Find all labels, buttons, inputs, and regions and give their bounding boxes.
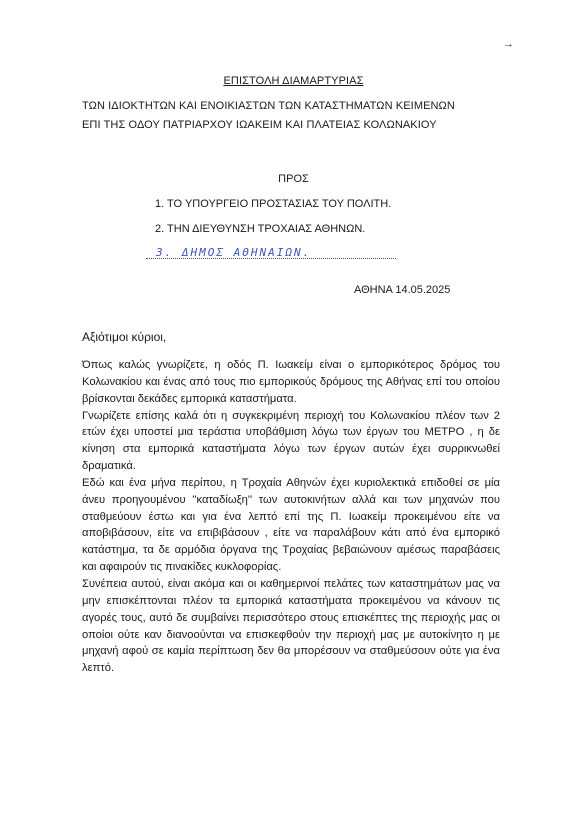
recipient-1: 1. ΤΟ ΥΠΟΥΡΓΕΙΟ ΠΡΟΣΤΑΣΙΑΣ ΤΟΥ ΠΟΛΙΤΗ. bbox=[155, 198, 392, 210]
paragraph-2: Γνωρίζετε επίσης καλά ότι η συγκεκριμένη περιοχή του Κολωνακίου πλέον των 2 ετών έχει υποστεί μια τεράστια υποβάθμιση λόγω των έργων του ΜΕΤΡΟ , η δε κίνηση στα εμπορικά καταστήματα λόγω των έργων αυτών έχει συρρικνωθεί δραματικά. bbox=[82, 409, 500, 473]
to-label: ΠΡΟΣ bbox=[278, 173, 309, 185]
paragraph-3: Εδώ και ένα μήνα περίπου, η Τροχαία Αθηνών έχει κυριολεκτικά επιδοθεί σε μία άνευ προηγουμένου ''καταδίωξη'' των αυτοκινήτων αλλά και των μηχανών που σταθμεύουν έστω και για ένα λεπτό επί της Π. Ιωακείμ προκειμένου είτε να αποβιβάσουν, είτε να επιβιβάσουν , είτε να παραλάβουν κάτι από ένα εμπορικό κατάστημα, τα δε αρμόδια όργανα της Τροχαίας βεβαιώνουν αμέσως παραβάσεις και αφαιρούν τις πινακίδες κυκλοφορίας. bbox=[82, 476, 500, 574]
corner-mark: → bbox=[503, 38, 514, 50]
letter-body bbox=[82, 357, 500, 677]
handwritten-underline bbox=[146, 258, 396, 259]
greeting: Αξιότιμοι κύριοι, bbox=[82, 330, 167, 344]
subtitle-line-2: ΕΠΙ ΤΗΣ ΟΔΟΥ ΠΑΤΡΙΑΡΧΟΥ ΙΩΑΚΕΙΜ ΚΑΙ ΠΛΑΤΕΙΑΣ ΚΟΛΩΝΑΚΙΟΥ bbox=[82, 119, 437, 131]
place-date: ΑΘΗΝΑ 14.05.2025 bbox=[354, 284, 451, 296]
paragraph-1: Όπως καλώς γνωρίζετε, η οδός Π. Ιωακείμ είναι ο εμπορικότερος δρόμος του Κολωνακίου και ένας από τους πιο εμπορικούς δρόμους της Αθήνας επί του οποίου βρίσκονται δεκάδες εμπορικά καταστήματα. bbox=[82, 359, 500, 405]
subtitle-line-1: ΤΩΝ ΙΔΙΟΚΤΗΤΩΝ ΚΑΙ ΕΝΟΙΚΙΑΣΤΩΝ ΤΩΝ ΚΑΤΑΣΤΗΜΑΤΩΝ ΚΕΙΜΕΝΩΝ bbox=[82, 100, 455, 112]
recipient-2: 2. ΤΗΝ ΔΙΕΥΘΥΝΣΗ ΤΡΟΧΑΙΑΣ ΑΘΗΝΩΝ. bbox=[155, 223, 366, 235]
handwritten-recipient-3: 3. ΔΗΜΟΣ ΑΘΗΝΑΙΩΝ. bbox=[156, 246, 312, 259]
letter-title: ΕΠΙΣΤΟΛΗ ΔΙΑΜΑΡΤΥΡΙΑΣ bbox=[223, 75, 364, 87]
paragraph-4: Συνέπεια αυτού, είναι ακόμα και οι καθημερινοί πελάτες των καταστημάτων μας να μην επισκέπτονται πλέον τα εμπορικά καταστήματα προκειμένου να κάνουν τις αγορές τους, αυτό δε συμβαίνει περισσότερο στους επισκέπτες της περιοχής μας οι οποίοι ούτε καν διανοούνται να επισκεφθούν την περιοχή μας με αυτοκίνητο η με μηχανή αφού σε καμία περίπτωση δεν θα μπορέσουν να σταθμεύσουν ούτε για ένα λεπτό. bbox=[82, 577, 500, 675]
